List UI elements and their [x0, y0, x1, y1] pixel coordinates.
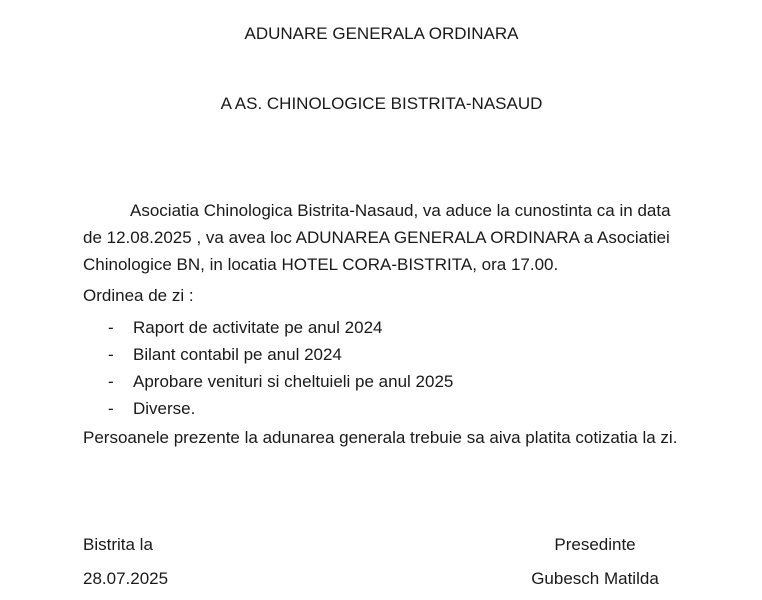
document-subtitle: A AS. CHINOLOGICE BISTRITA-NASAUD: [220, 94, 543, 113]
list-dash-marker: -: [108, 345, 114, 364]
signature-row-values: [83, 565, 680, 592]
agenda-item-text: Bilant contabil pe anul 2024: [133, 345, 342, 364]
agenda-item: [83, 395, 680, 422]
agenda-item: [83, 341, 680, 368]
list-dash-marker: -: [108, 399, 114, 418]
signature-role-label: Presedinte: [554, 535, 636, 554]
signature-row-labels: [83, 531, 680, 558]
agenda-item: [83, 314, 680, 341]
intro-paragraph: [83, 197, 680, 278]
attendance-note: Persoanele prezente la adunarea generala trebuie sa aiva platita cotizatia la zi.: [83, 428, 678, 447]
list-dash-marker: -: [108, 372, 114, 391]
intro-line: Chinologice BN, in locatia HOTEL CORA-BISTRITA, ora 17.00.: [83, 255, 559, 274]
agenda-item-text: Raport de activitate pe anul 2024: [133, 318, 383, 337]
list-dash-marker: -: [108, 318, 114, 337]
agenda-heading: Ordinea de zi :: [83, 286, 194, 305]
signature-place-label: Bistrita la: [83, 535, 153, 554]
intro-line: de 12.08.2025 , va avea loc ADUNAREA GENERALA ORDINARA a Asociatiei: [83, 228, 670, 247]
agenda-item-text: Aprobare venituri si cheltuieli pe anul 2025: [133, 372, 454, 391]
document-title: ADUNARE GENERALA ORDINARA: [244, 24, 519, 43]
agenda-list: [83, 314, 680, 422]
agenda-item-text: Diverse.: [133, 399, 196, 418]
signature-date: 28.07.2025: [83, 569, 169, 588]
intro-line: Asociatia Chinologica Bistrita-Nasaud, va aduce la cunostinta ca in data: [130, 201, 671, 220]
agenda-item: [83, 368, 680, 395]
signature-name: Gubesch Matilda: [531, 569, 659, 588]
